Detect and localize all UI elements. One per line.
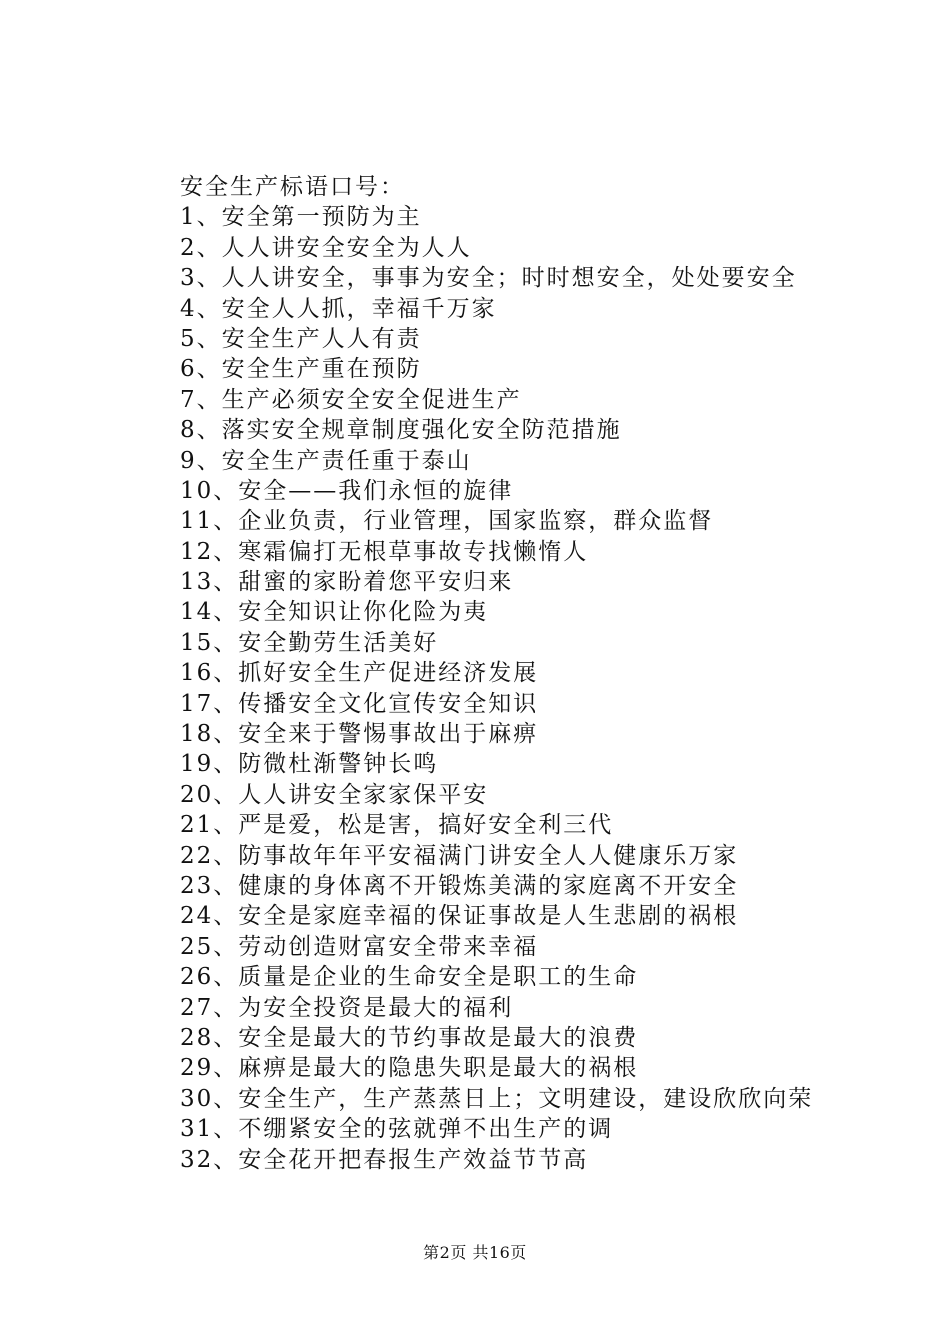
list-item: 2、人人讲安全安全为人人 — [180, 234, 472, 261]
list-item: 9、安全生产责任重于泰山 — [180, 447, 472, 474]
list-item: 28、安全是最大的节约事故是最大的浪费 — [180, 1024, 639, 1051]
list-item: 27、为安全投资是最大的福利 — [180, 994, 514, 1021]
page-footer: 第2页 共16页 — [423, 1243, 527, 1262]
list-item: 29、麻痹是最大的隐患失职是最大的祸根 — [180, 1055, 639, 1082]
list-item: 19、防微杜渐警钟长鸣 — [180, 751, 439, 778]
list-item: 22、防事故年年平安福满门讲安全人人健康乐万家 — [180, 842, 739, 869]
list-item: 8、落实安全规章制度强化安全防范措施 — [180, 417, 622, 444]
list-item: 14、安全知识让你化险为夷 — [180, 599, 489, 626]
list-item: 13、甜蜜的家盼着您平安归来 — [180, 569, 514, 596]
slogan-list — [180, 172, 880, 1175]
list-item: 4、安全人人抓，幸福千万家 — [180, 295, 497, 322]
list-item: 24、安全是家庭幸福的保证事故是人生悲剧的祸根 — [180, 903, 739, 930]
list-item: 11、企业负责，行业管理，国家监察，群众监督 — [180, 508, 714, 535]
list-item: 31、不绷紧安全的弦就弹不出生产的调 — [180, 1116, 614, 1143]
list-item: 6、安全生产重在预防 — [180, 356, 422, 383]
list-item: 1、安全第一预防为主 — [180, 204, 422, 231]
list-item: 26、质量是企业的生命安全是职工的生命 — [180, 964, 639, 991]
list-item: 12、寒霜偏打无根草事故专找懒惰人 — [180, 538, 589, 565]
list-item: 23、健康的身体离不开锻炼美满的家庭离不开安全 — [180, 872, 739, 899]
list-item: 3、人人讲安全，事事为安全；时时想安全，处处要安全 — [180, 265, 797, 292]
list-item: 15、安全勤劳生活美好 — [180, 629, 439, 656]
list-item: 18、安全来于警惕事故出于麻痹 — [180, 721, 539, 748]
list-item: 16、抓好安全生产促进经济发展 — [180, 660, 539, 687]
list-item: 32、安全花开把春报生产效益节节高 — [180, 1146, 589, 1173]
list-item: 5、安全生产人人有责 — [180, 325, 422, 352]
list-item: 20、人人讲安全家家保平安 — [180, 781, 489, 808]
list-item: 7、生产必须安全安全促进生产 — [180, 386, 522, 413]
list-heading: 安全生产标语口号： — [180, 174, 405, 200]
list-item: 21、严是爱，松是害，搞好安全利三代 — [180, 812, 614, 839]
list-item: 10、安全——我们永恒的旋律 — [180, 477, 514, 504]
list-item: 30、安全生产，生产蒸蒸日上；文明建设，建设欣欣向荣 — [180, 1085, 814, 1112]
list-item: 25、劳动创造财富安全带来幸福 — [180, 933, 539, 960]
list-item: 17、传播安全文化宣传安全知识 — [180, 690, 539, 717]
